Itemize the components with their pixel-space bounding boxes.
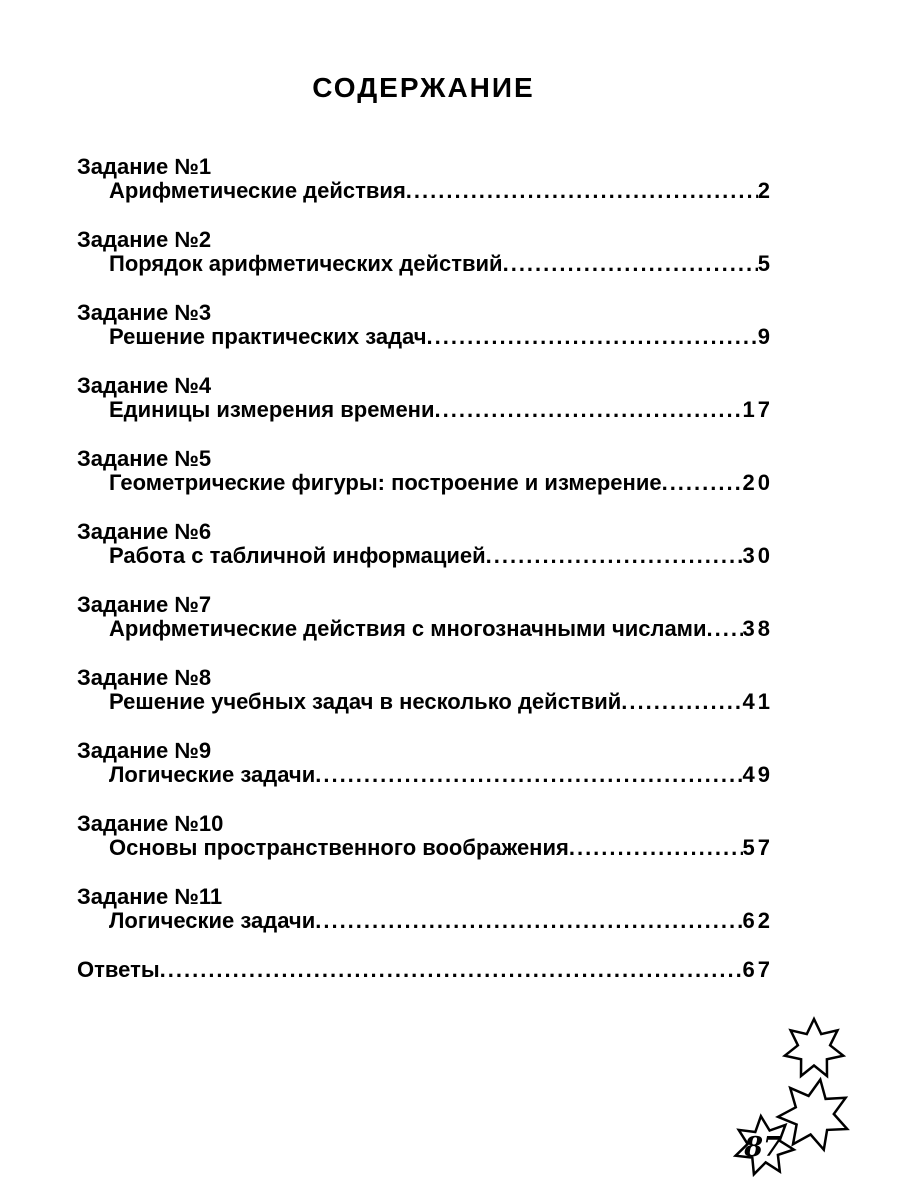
toc-entry-title: Работа с табличной информацией bbox=[109, 543, 486, 568]
dot-leader bbox=[706, 617, 742, 641]
toc-entry bbox=[77, 665, 773, 714]
toc-entry-title: Логические задачи bbox=[109, 762, 316, 787]
toc-answers-row bbox=[77, 957, 773, 982]
toc-entry-title-row bbox=[77, 616, 773, 641]
toc-entry-title: Основы пространственного воображения bbox=[109, 835, 569, 860]
toc-entry-page-number: 30 bbox=[742, 543, 773, 568]
toc-entry-title-row bbox=[77, 324, 773, 349]
toc-entry-title: Геометрические фигуры: построение и измерение bbox=[109, 470, 662, 495]
dot-leader bbox=[427, 325, 758, 349]
toc-entry-title-row bbox=[77, 470, 773, 495]
toc-entry-page-number: 2 bbox=[757, 178, 773, 203]
toc-entry-title: Решение практических задач bbox=[109, 324, 427, 349]
toc-entry-page-number: 41 bbox=[742, 689, 773, 714]
toc-entry-title-row bbox=[77, 543, 773, 568]
toc-entry-page-number: 17 bbox=[742, 397, 773, 422]
toc-entry bbox=[77, 884, 773, 933]
toc-entry-title-row bbox=[77, 251, 773, 276]
dot-leader bbox=[621, 690, 742, 714]
toc-answers-page-number: 67 bbox=[742, 957, 773, 982]
toc-entry-label: Задание №1 bbox=[77, 154, 212, 179]
toc-entry-title-row bbox=[77, 908, 773, 933]
toc-entry-title-row bbox=[77, 835, 773, 860]
toc-entry-label: Задание №10 bbox=[77, 811, 224, 836]
toc-entry-title-row bbox=[77, 178, 773, 203]
toc-entry-title: Решение учебных задач в несколько действий bbox=[109, 689, 622, 714]
dot-leader bbox=[435, 398, 743, 422]
toc-entry bbox=[77, 300, 773, 349]
toc-entry-label: Задание №6 bbox=[77, 519, 212, 544]
toc-entry-title: Порядок арифметических действий bbox=[109, 251, 503, 276]
toc-entry-label: Задание №5 bbox=[77, 446, 212, 471]
toc-entry-title-row bbox=[77, 762, 773, 787]
toc-entry-title: Арифметические действия с многозначными числами bbox=[109, 616, 707, 641]
toc-entry-title-row bbox=[77, 397, 773, 422]
toc-entry-page-number: 62 bbox=[742, 908, 773, 933]
toc-entry-title-row bbox=[77, 689, 773, 714]
dot-leader bbox=[160, 958, 743, 982]
seven-point-star-icon bbox=[778, 1080, 847, 1150]
toc-entry-page-number: 9 bbox=[757, 324, 773, 349]
toc-entry-page-number: 49 bbox=[742, 762, 773, 787]
page-title: СОДЕРЖАНИЕ bbox=[312, 72, 535, 103]
dot-leader bbox=[315, 909, 742, 933]
dot-leader bbox=[315, 763, 742, 787]
dot-leader bbox=[569, 836, 743, 860]
toc-entry-label: Задание №11 bbox=[77, 884, 223, 909]
toc-list bbox=[77, 154, 773, 933]
seven-point-star-icon bbox=[785, 1019, 844, 1076]
toc-entry-title: Арифметические действия bbox=[109, 178, 406, 203]
dot-leader bbox=[503, 252, 758, 276]
toc-entry-title: Единицы измерения времени bbox=[109, 397, 435, 422]
toc-entry-page-number: 38 bbox=[742, 616, 773, 641]
toc-entry-label: Задание №8 bbox=[77, 665, 212, 690]
toc-entry-label: Задание №7 bbox=[77, 592, 212, 617]
toc-entry-page-number: 20 bbox=[742, 470, 773, 495]
dot-leader bbox=[486, 544, 743, 568]
dot-leader bbox=[406, 179, 758, 203]
toc-entry bbox=[77, 519, 773, 568]
toc-answers-label: Ответы bbox=[77, 957, 160, 982]
toc-entry bbox=[77, 154, 773, 203]
toc-entry-page-number: 57 bbox=[742, 835, 773, 860]
toc-entry bbox=[77, 446, 773, 495]
toc-entry bbox=[77, 227, 773, 276]
corner-star-decoration bbox=[700, 1008, 870, 1193]
toc-entry bbox=[77, 592, 773, 641]
toc-entry-title: Логические задачи bbox=[109, 908, 316, 933]
toc-content bbox=[77, 0, 773, 982]
dot-leader bbox=[662, 471, 743, 495]
toc-entry-label: Задание №4 bbox=[77, 373, 212, 398]
toc-entry-label: Задание №2 bbox=[77, 227, 212, 252]
toc-entry bbox=[77, 373, 773, 422]
toc-entry bbox=[77, 738, 773, 787]
toc-entry-page-number: 5 bbox=[757, 251, 773, 276]
book-page-number: 87 bbox=[744, 1132, 782, 1163]
toc-entry-label: Задание №9 bbox=[77, 738, 212, 763]
toc-entry bbox=[77, 811, 773, 860]
toc-entry-label: Задание №3 bbox=[77, 300, 212, 325]
